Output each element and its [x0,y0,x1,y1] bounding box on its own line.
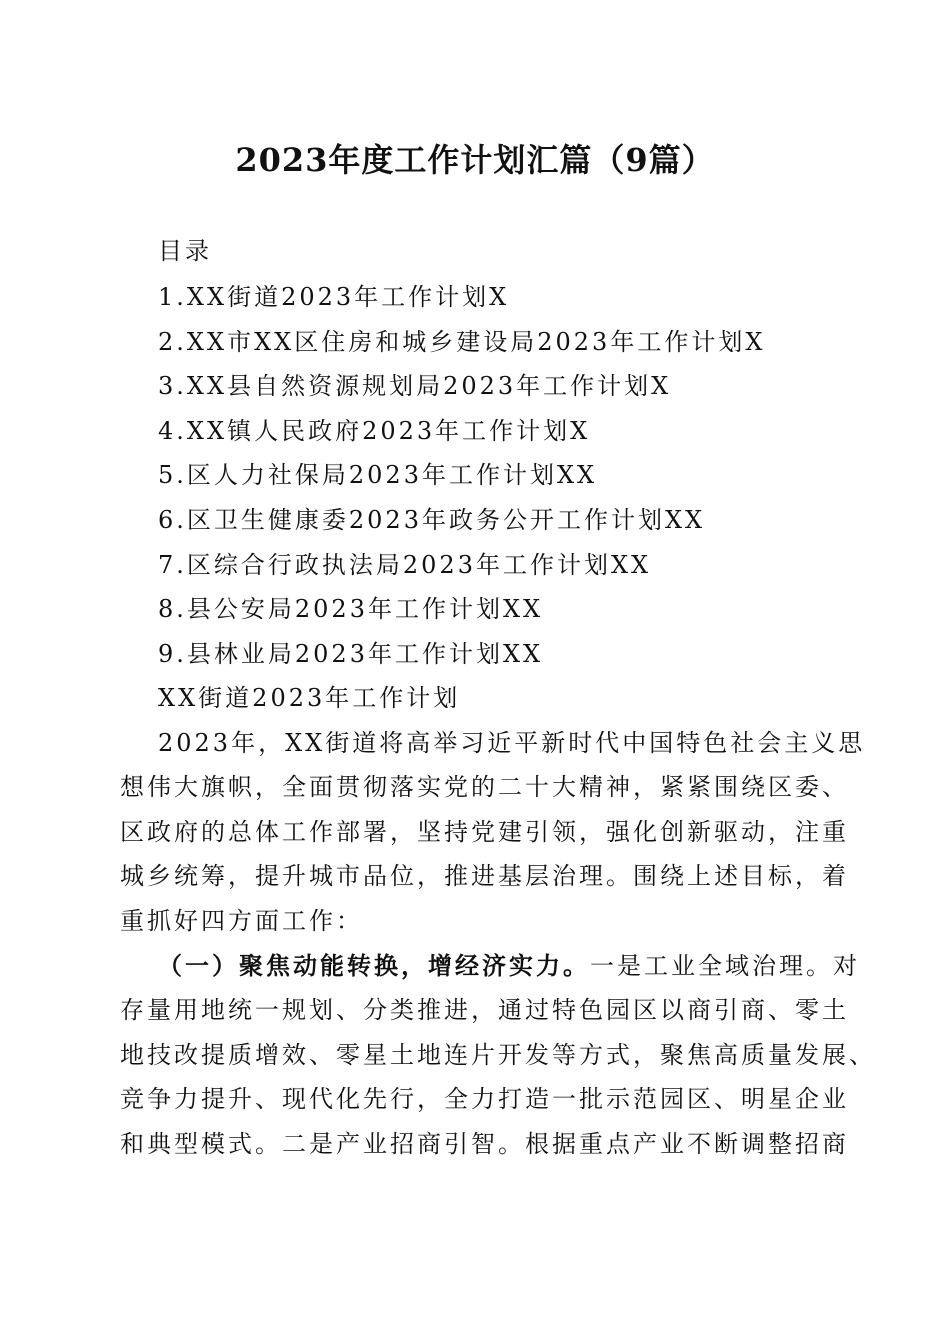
section-title: XX街道2023年工作计划 [158,684,461,712]
paragraph-line [158,949,860,983]
toc-item: 2.XX市XX区住房和城乡建设局2023年工作计划X [158,328,766,356]
paragraph-line: 重抓好四方面工作： [120,907,363,935]
paragraph-line: 想伟大旗帜，全面贯彻落实党的二十大精神，紧紧围绕区委、 [120,773,849,801]
paragraph-text: 一是工业全域治理。对 [590,952,860,980]
toc-item: 9.县林业局2023年工作计划XX [158,640,544,668]
toc-item: 7.区综合行政执法局2023年工作计划XX [158,551,652,579]
toc-item: 3.XX县自然资源规划局2023年工作计划X [158,372,672,400]
paragraph-line: 2023年，XX街道将高举习近平新时代中国特色社会主义思 [158,729,866,757]
paragraph-heading: （一）聚焦动能转换，增经济实力。 [158,951,590,980]
paragraph-line: 地技改提质增效、零星土地连片开发等方式，聚焦高质量发展、 [120,1041,876,1069]
toc-item: 5.区人力社保局2023年工作计划XX [158,461,598,489]
paragraph-line: 存量用地统一规划、分类推进，通过特色园区以商引商、零土 [120,996,849,1024]
paragraph-line: 和典型模式。二是产业招商引智。根据重点产业不断调整招商 [120,1130,849,1158]
toc-item: 6.区卫生健康委2023年政务公开工作计划XX [158,506,706,534]
toc-label: 目录 [158,237,212,265]
document-title: 2023年度工作计划汇篇（9篇） [235,141,715,179]
toc-item: 1.XX街道2023年工作计划X [158,283,510,311]
toc-item: 8.县公安局2023年工作计划XX [158,595,544,623]
paragraph-line: 竞争力提升、现代化先行，全力打造一批示范园区、明星企业 [120,1085,849,1113]
toc-item: 4.XX镇人民政府2023年工作计划X [158,417,591,445]
paragraph-line: 区政府的总体工作部署，坚持党建引领，强化创新驱动，注重 [120,818,849,846]
paragraph-line: 城乡统筹，提升城市品位，推进基层治理。围绕上述目标，着 [120,862,849,890]
